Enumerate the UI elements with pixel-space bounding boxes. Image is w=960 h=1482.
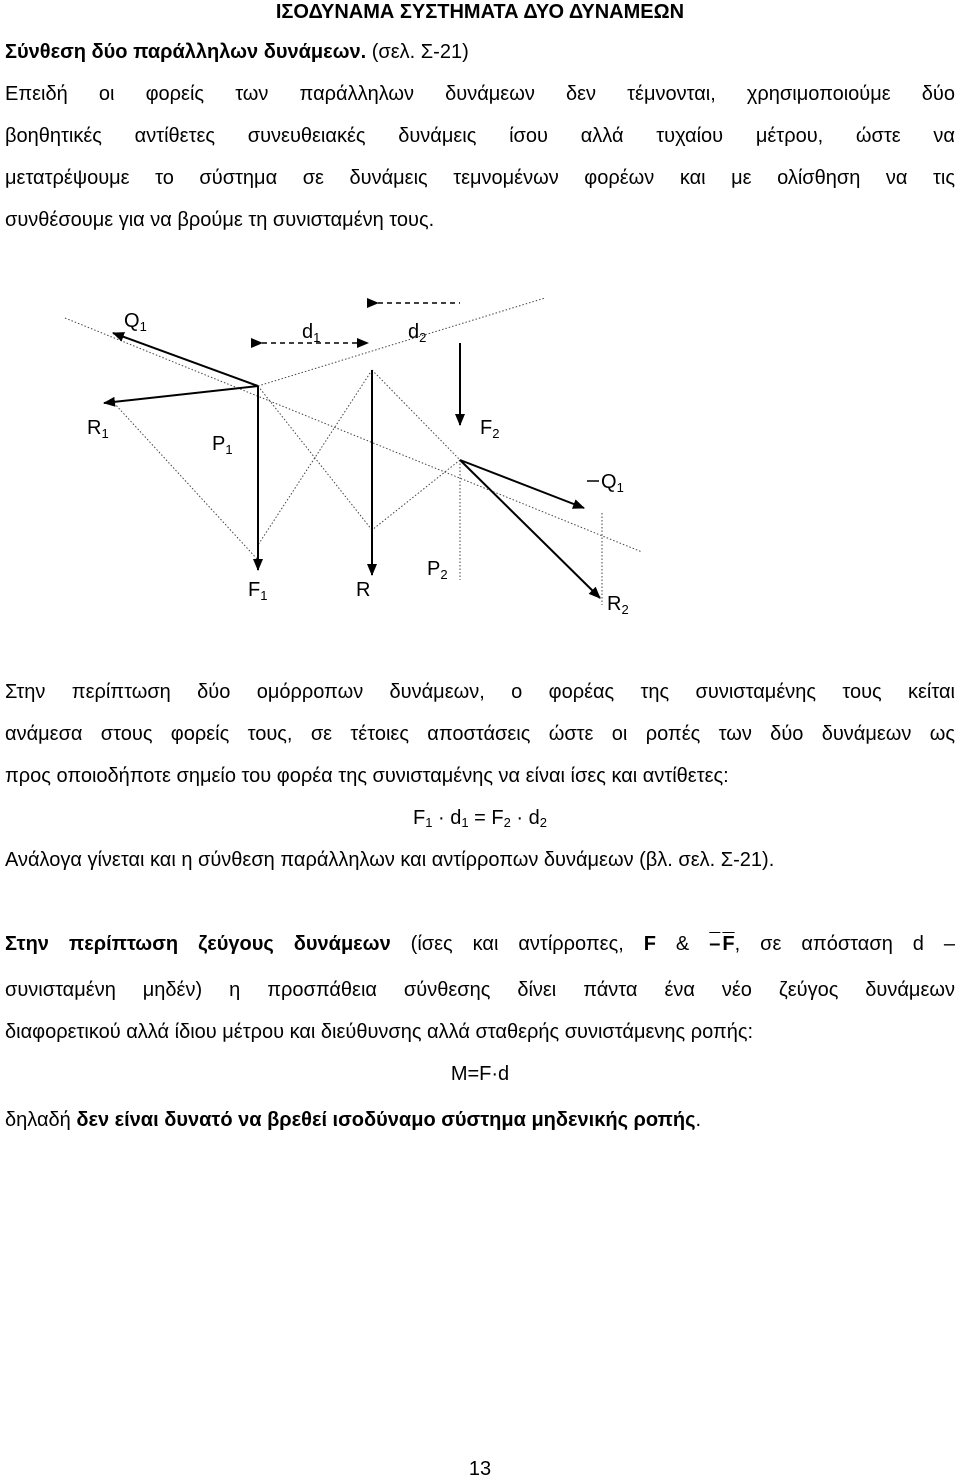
paragraph2-line3: προς οποιοδήποτε σημείο του φορέα της συνισταμένης να είναι ίσες και αντίθετες: — [5, 765, 729, 787]
label-F1: $F_1$ — [248, 579, 268, 603]
subtitle-ref: (σελ. Σ-21) — [366, 41, 469, 63]
couple-heading: Στην περίπτωση ζεύγους δυνάμεων — [5, 933, 391, 955]
dotted-construction-1 — [258, 386, 372, 530]
paragraph2-line4: Ανάλογα γίνεται και η σύνθεση παράλληλων και αντίρροπων δυνάμεων (βλ. σελ. Σ-21). — [5, 849, 775, 871]
paragraph1-line3: μετατρέψουμε το σύστημα σε δυνάμεις τεμνομένων φορέων και με ολίσθηση να τις — [5, 167, 955, 189]
R2-vector — [460, 460, 600, 598]
dotted-construction-2 — [372, 370, 460, 460]
paragraph3-line4: δηλαδή δεν είναι δυνατό να βρεθεί ισοδύναμο σύστημα μηδενικής ροπής. — [5, 1109, 702, 1131]
label-Q1: $Q_1$ — [124, 310, 147, 334]
negative-Q1-vector — [460, 460, 584, 508]
Q1-vector — [113, 333, 258, 386]
paragraph1-line4: συνθέσουμε για να βρούμε τη συνισταμένη τους. — [5, 209, 435, 231]
subtitle-bold: Σύνθεση δύο παράλληλων δυνάμεων. — [5, 41, 367, 63]
paragraph2-line2: ανάμεσα στους φορείς τους, σε τέτοιες αποστάσεις ώστε οι ροπές των δύο δυνάμεων ως — [5, 723, 955, 745]
paragraph1-line2: βοηθητικές αντίθετες συνευθειακές δυνάμεις ίσου αλλά τυχαίου μέτρου, ώστε να — [5, 125, 955, 147]
distance-indicators — [262, 303, 460, 343]
paragraph3-line1: Στην περίπτωση ζεύγους δυνάμεων (ίσες και αντίρροπες, F & – F, σε απόσταση d – — [5, 933, 956, 955]
label-negative-Q1: $Q_1$ — [601, 471, 624, 495]
resultant-line-of-action-1 — [65, 318, 642, 552]
dotted-construction-4 — [114, 403, 258, 560]
label-R1: $R_1$ — [87, 417, 109, 441]
paragraph3-line3: διαφορετικού αλλά ίδιου μέτρου και διεύθυνσης αλλά σταθερής συνιστάμενης ροπής: — [5, 1021, 754, 1043]
parallel-forces-diagram — [0, 290, 960, 630]
paragraph3-line2: συνισταμένη μηδέν) η προσπάθεια σύνθεσης δίνει πάντα ένα νέο ζεύγος δυνάμεων — [5, 979, 955, 1001]
label-d2: $d_2$ — [408, 321, 427, 345]
moment-equation: $F_1 \cdot d_1 = F_2 \cdot d_2$ — [413, 807, 547, 830]
R1-vector — [104, 386, 258, 403]
construction-lines — [65, 298, 642, 605]
label-R: R — [356, 579, 371, 601]
paragraph2-line1: Στην περίπτωση δύο ομόρροπων δυνάμεων, ο φορέας της συνισταμένης τους κείται — [5, 681, 955, 703]
page-number: 13 — [468, 1458, 492, 1480]
label-d1: $d_1$ — [302, 321, 321, 345]
negative-F: – F — [709, 933, 735, 955]
label-P2: $P_2$ — [427, 558, 448, 582]
couple-moment-formula: M=F·d — [450, 1063, 510, 1085]
dotted-construction-5 — [372, 460, 460, 530]
paragraph1-line1: Επειδή οι φορείς των παράλληλων δυνάμεων δεν τέμνονται, χρησιμοποιούμε δύο — [5, 83, 955, 105]
label-R2: $R_2$ — [607, 593, 629, 617]
page-heading: ΙΣΟΔΥΝΑΜΑ ΣΥΣΤΗΜΑΤΑ ΔΥΟ ΔΥΝΑΜΕΩΝ — [275, 1, 685, 23]
section1-subtitle — [5, 40, 955, 64]
label-P1: $P_1$ — [212, 433, 233, 457]
label-F2: $F_2$ — [480, 417, 500, 441]
